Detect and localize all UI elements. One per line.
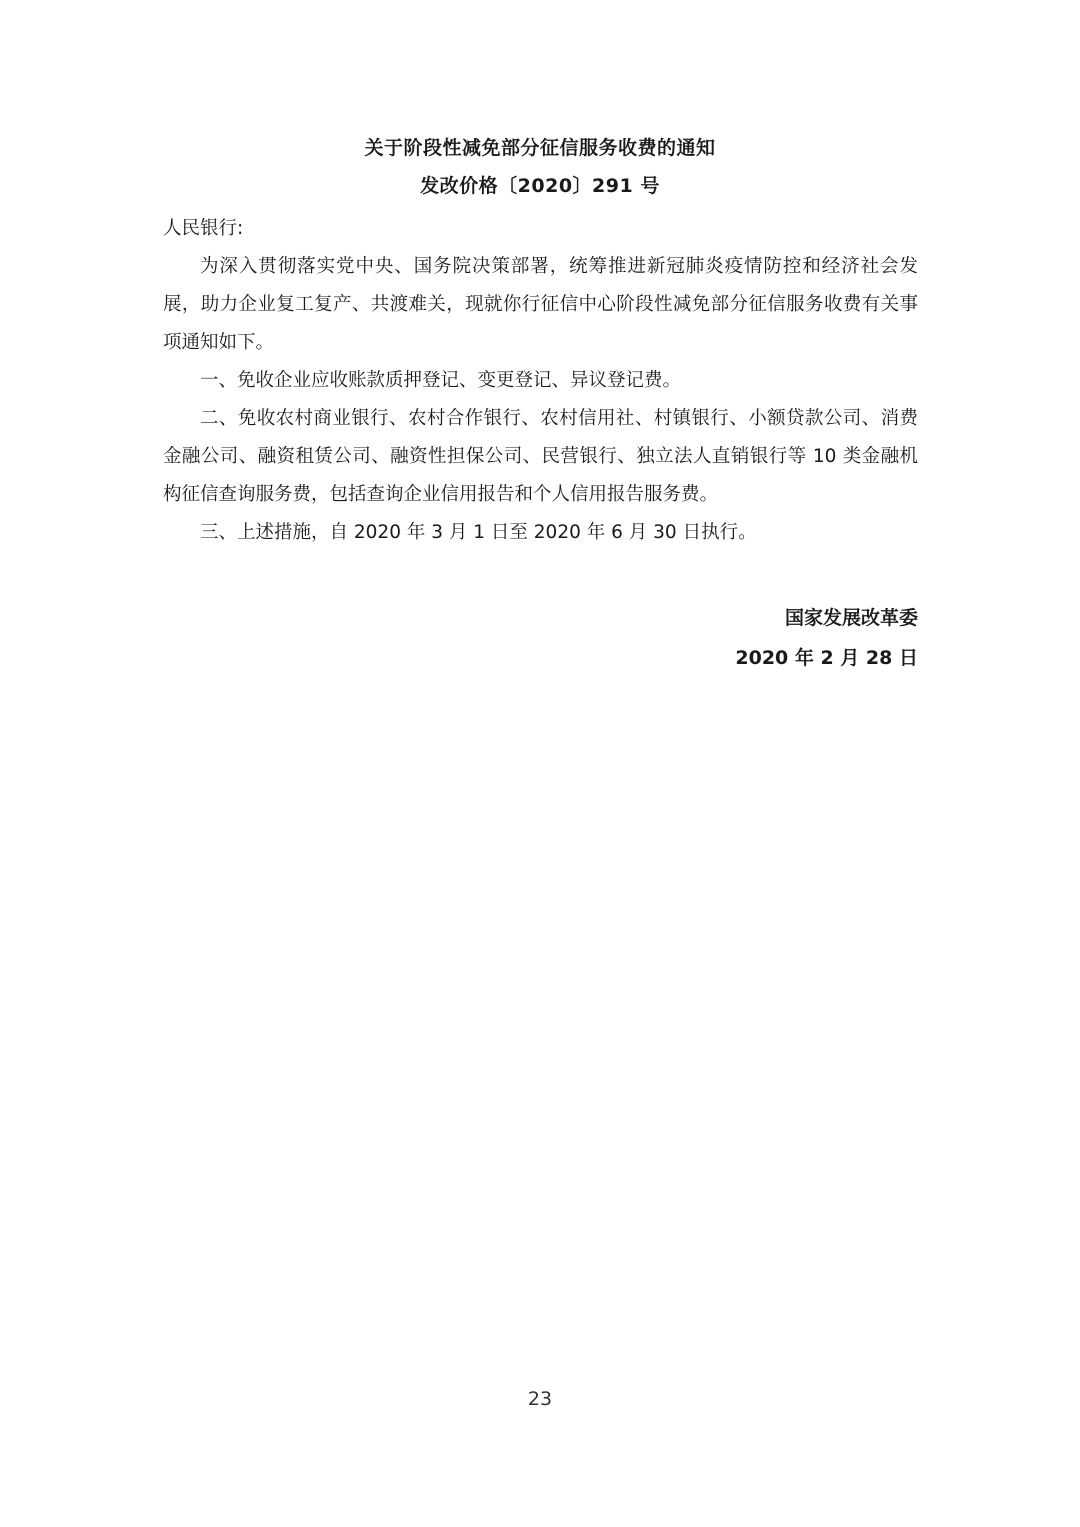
document-title: 关于阶段性减免部分征信服务收费的通知 <box>364 137 716 159</box>
paragraph-intro: 为深入贯彻落实党中央、国务院决策部署，统筹推进新冠肺炎疫情防控和经济社会发展，助力企业复工复产、共渡难关，现就你行征信中心阶段性减免部分征信服务收费有关事项通知如下。 <box>163 256 918 353</box>
salutation: 人民银行: <box>163 218 244 239</box>
paragraph-item-2: 二、免收农村商业银行、农村合作银行、农村信用社、村镇银行、小额贷款公司、消费金融公司、融资租赁公司、融资性担保公司、民营银行、独立法人直销银行等 10 类金融机构征信查询服务费，包括查询企业信用报告和个人信用报告服务费。 <box>163 408 918 505</box>
signature-organization: 国家发展改革委 <box>784 607 918 629</box>
signature-date: 2020 年 2 月 28 日 <box>735 647 918 669</box>
body-text <box>163 248 918 552</box>
document-number: 发改价格〔2020〕291 号 <box>420 175 660 197</box>
paragraph-item-1: 一、免收企业应收账款质押登记、变更登记、异议登记费。 <box>200 370 682 391</box>
page-number: 23 <box>527 1388 553 1410</box>
paragraph-item-3: 三、上述措施，自 2020 年 3 月 1 日至 2020 年 6 月 30 日执行。 <box>200 522 757 543</box>
